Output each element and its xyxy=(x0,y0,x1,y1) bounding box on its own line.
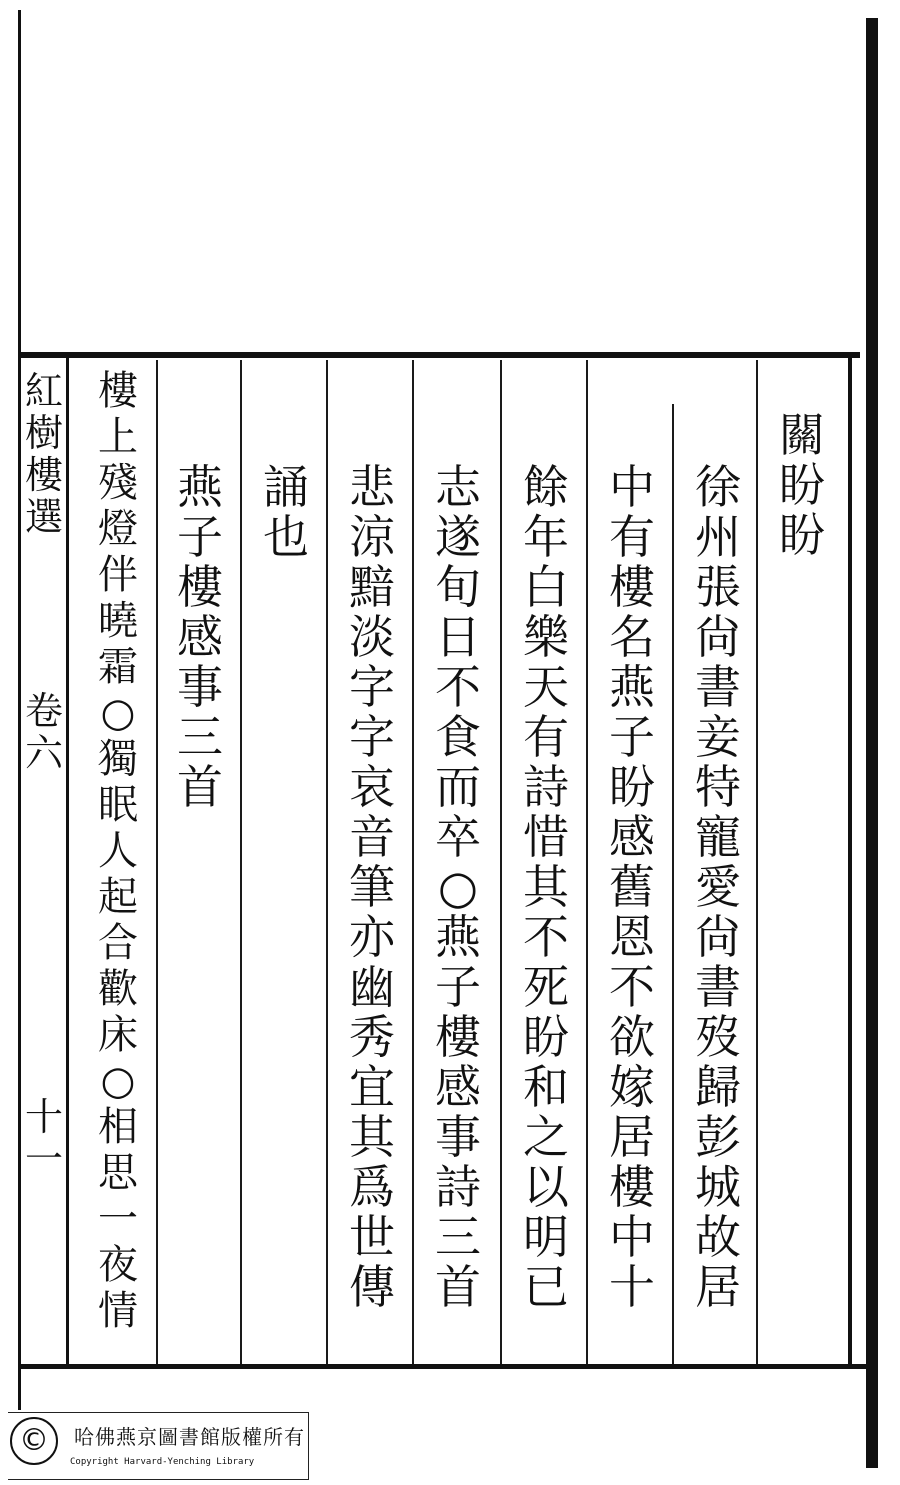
copyright-stamp xyxy=(8,1412,309,1480)
poem-title-column: 關盼盼 xyxy=(779,408,825,562)
text-column-4: 志遂旬日不食而卒○燕子樓感事詩三首 xyxy=(435,460,481,1314)
frame-right-border xyxy=(848,352,852,1368)
column-divider xyxy=(756,360,758,1364)
right-edge-bar xyxy=(866,18,878,1468)
text-column-1: 徐州張尙書妾特寵愛尙書歿歸彭城故居 xyxy=(695,460,741,1314)
copyright-chinese: 哈佛燕京圖書館版權所有 xyxy=(74,1425,305,1449)
poem-line-column: 樓上殘燈伴曉霜○獨眠人起合歡床○相思一夜情 xyxy=(98,368,138,1334)
text-column-5: 悲涼黯淡字字哀音筆亦幽秀宜其爲世傳 xyxy=(349,460,395,1314)
frame-top-border xyxy=(18,352,860,358)
frame-bottom-border xyxy=(18,1364,868,1369)
text-column-2: 中有樓名燕子盼感舊恩不欲嫁居樓中十 xyxy=(609,460,655,1314)
column-divider xyxy=(586,360,588,1364)
column-divider xyxy=(156,360,158,1364)
poem-heading-column: 燕子樓感事三首 xyxy=(177,460,223,814)
column-divider xyxy=(412,360,414,1364)
column-divider xyxy=(240,360,242,1364)
column-divider xyxy=(672,404,674,1364)
text-column-3: 餘年白樂天有詩惜其不死盼和之以明已 xyxy=(523,460,569,1314)
margin-book-title: 紅樹樓選 xyxy=(24,369,63,539)
column-divider xyxy=(500,360,502,1364)
copyright-english: Copyright Harvard-Yenching Library xyxy=(70,1457,255,1467)
text-column-6: 誦也 xyxy=(263,460,309,564)
margin-page-number: 十一 xyxy=(24,1095,63,1181)
column-divider xyxy=(326,360,328,1364)
margin-volume: 卷六 xyxy=(24,689,63,775)
copyright-icon: © xyxy=(10,1417,58,1465)
